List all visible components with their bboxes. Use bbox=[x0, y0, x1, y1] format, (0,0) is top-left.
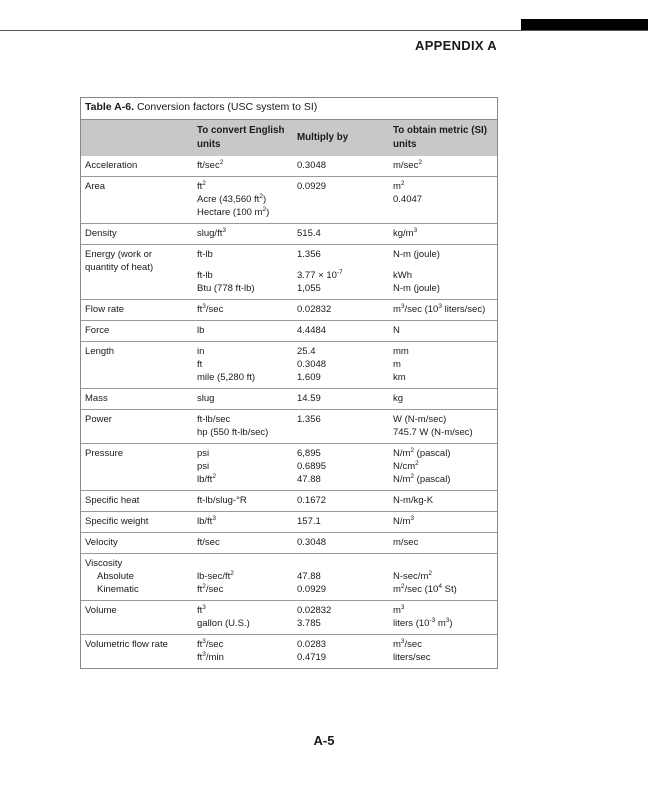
table-row bbox=[81, 389, 497, 410]
factor-cell: 0.02832 bbox=[293, 300, 389, 321]
quantity-cell: Length bbox=[81, 342, 193, 389]
table-row bbox=[81, 444, 497, 491]
english-unit-cell: ft-lb/slug-°R bbox=[193, 491, 293, 512]
table-row bbox=[81, 554, 497, 601]
quantity-cell: Energy (work or quantity of heat) bbox=[81, 245, 193, 300]
table-row bbox=[81, 635, 497, 669]
factor-cell: 515.4 bbox=[293, 224, 389, 245]
quantity-cell: Volumetric flow rate bbox=[81, 635, 193, 669]
table-row bbox=[81, 321, 497, 342]
metric-unit-cell: $m^3/\sec$ ($10^3$ liters/sec) bbox=[389, 300, 497, 321]
metric-unit-cell: $N-\sec/m^2$ $m^2/\sec$ ($10^4$ St) bbox=[389, 554, 497, 601]
page-number: A-5 bbox=[313, 733, 335, 748]
english-unit-cell: lb bbox=[193, 321, 293, 342]
quantity-cell: Acceleration bbox=[85, 160, 138, 171]
quantity-cell: Power bbox=[81, 410, 193, 444]
english-unit-cell: $ft^3/\sec$ bbox=[193, 300, 293, 321]
metric-unit-cell: m/sec bbox=[389, 533, 497, 554]
table-row bbox=[81, 177, 497, 224]
metric-unit-cell: N bbox=[389, 321, 497, 342]
table-caption bbox=[81, 98, 497, 120]
appendix-heading: APPENDIX A bbox=[415, 38, 497, 53]
table-row bbox=[81, 512, 497, 533]
metric-unit-cell: N-m (joule) kWh N-m (joule) bbox=[389, 245, 497, 300]
quantity-cell: Area bbox=[81, 177, 193, 224]
factor-cell: 25.4 0.3048 1.609 bbox=[293, 342, 389, 389]
metric-unit-cell: $N/m^3$ bbox=[389, 512, 497, 533]
table-row bbox=[81, 410, 497, 444]
metric-unit-cell: kg bbox=[389, 389, 497, 410]
english-unit-cell: slug/$ft^3$ bbox=[193, 224, 293, 245]
quantity-cell: Force bbox=[81, 321, 193, 342]
table-title: Conversion factors (USC system to SI) bbox=[136, 101, 318, 113]
english-unit-cell: psi psi $lb/ft^2$ bbox=[193, 444, 293, 491]
factor-cell: 1.356 $3.77 \times 10^{-7}$ 1,055 bbox=[293, 245, 389, 300]
factor-cell: 6,895 0.6895 47.88 bbox=[293, 444, 389, 491]
header-multiply-by: Multiply by bbox=[293, 120, 389, 156]
quantity-cell: Velocity bbox=[81, 533, 193, 554]
metric-unit-cell: W (N-m/sec) 745.7 W (N-m/sec) bbox=[389, 410, 497, 444]
factor-cell: 0.1672 bbox=[293, 491, 389, 512]
metric-unit-cell: $N/m^2$ (pascal) $N/cm^2$ $N/m^2$ (pascal) bbox=[389, 444, 497, 491]
quantity-cell: Flow rate bbox=[81, 300, 193, 321]
english-unit-cell: $lb/ft^3$ bbox=[193, 512, 293, 533]
factor-cell: 157.1 bbox=[293, 512, 389, 533]
factor-cell: 14.59 bbox=[293, 389, 389, 410]
metric-unit-cell: $m^2$ 0.4047 bbox=[389, 177, 497, 224]
table-row bbox=[81, 342, 497, 389]
header-metric-units: To obtain metric (SI) units bbox=[389, 120, 497, 156]
metric-unit-cell: N-m/kg-K bbox=[389, 491, 497, 512]
table-row bbox=[81, 491, 497, 512]
english-unit-cell: $lb-\sec/ft^2$ $ft^2/\sec$ bbox=[193, 554, 293, 601]
table-number: Table A-6. bbox=[85, 101, 135, 113]
quantity-cell: Viscosity Absolute Kinematic bbox=[81, 554, 193, 601]
table-row bbox=[81, 533, 497, 554]
header-rule bbox=[0, 30, 648, 31]
header-quantity bbox=[81, 120, 193, 156]
english-unit-cell: ft-lb ft-lb Btu (778 ft-lb) bbox=[193, 245, 293, 300]
factor-cell: 4.4484 bbox=[293, 321, 389, 342]
english-unit-cell: slug bbox=[193, 389, 293, 410]
table-row bbox=[81, 156, 497, 177]
header-english-units: To convert English units bbox=[193, 120, 293, 156]
conversion-table bbox=[80, 97, 498, 669]
metric-unit-cell: $kg/m^3$ bbox=[389, 224, 497, 245]
quantity-cell: Specific weight bbox=[81, 512, 193, 533]
factor-cell: 47.88 0.0929 bbox=[293, 554, 389, 601]
english-unit-cell: $ft^3/\sec$ $ft^3/\min$ bbox=[193, 635, 293, 669]
quantity-cell: Mass bbox=[81, 389, 193, 410]
english-unit-cell: $ft^3$ gallon (U.S.) bbox=[193, 601, 293, 635]
factor-cell: 0.3048 bbox=[297, 160, 327, 171]
quantity-cell: Pressure bbox=[81, 444, 193, 491]
metric-unit-cell: $m^3$ liters ($10^{-3}$ $m^3$) bbox=[389, 601, 497, 635]
factor-cell: 0.02832 3.785 bbox=[293, 601, 389, 635]
english-unit-cell: in ft mile (5,280 ft) bbox=[193, 342, 293, 389]
english-unit-cell: $ft^2$ Acre (43,560 $ft^2$) Hectare (100 $m^2$) bbox=[193, 177, 293, 224]
factor-cell: 0.0929 bbox=[293, 177, 389, 224]
english-unit-cell: ft/sec bbox=[193, 533, 293, 554]
metric-unit-cell: $m^3/\sec$ liters/sec bbox=[389, 635, 497, 669]
table-row bbox=[81, 300, 497, 321]
english-unit-cell: $ft/\sec^2$ bbox=[197, 159, 224, 171]
table-row bbox=[81, 245, 497, 300]
quantity-cell: Specific heat bbox=[81, 491, 193, 512]
english-unit-cell: ft-lb/sec hp (550 ft-lb/sec) bbox=[193, 410, 293, 444]
factor-cell: 0.0283 0.4719 bbox=[293, 635, 389, 669]
table-row bbox=[81, 601, 497, 635]
metric-unit-cell: $m/\sec^2$ bbox=[393, 159, 422, 171]
table-row bbox=[81, 224, 497, 245]
quantity-cell: Density bbox=[81, 224, 193, 245]
factor-cell: 1.356 bbox=[293, 410, 389, 444]
factor-cell: 0.3048 bbox=[293, 533, 389, 554]
quantity-cell: Volume bbox=[81, 601, 193, 635]
metric-unit-cell: mm m km bbox=[389, 342, 497, 389]
